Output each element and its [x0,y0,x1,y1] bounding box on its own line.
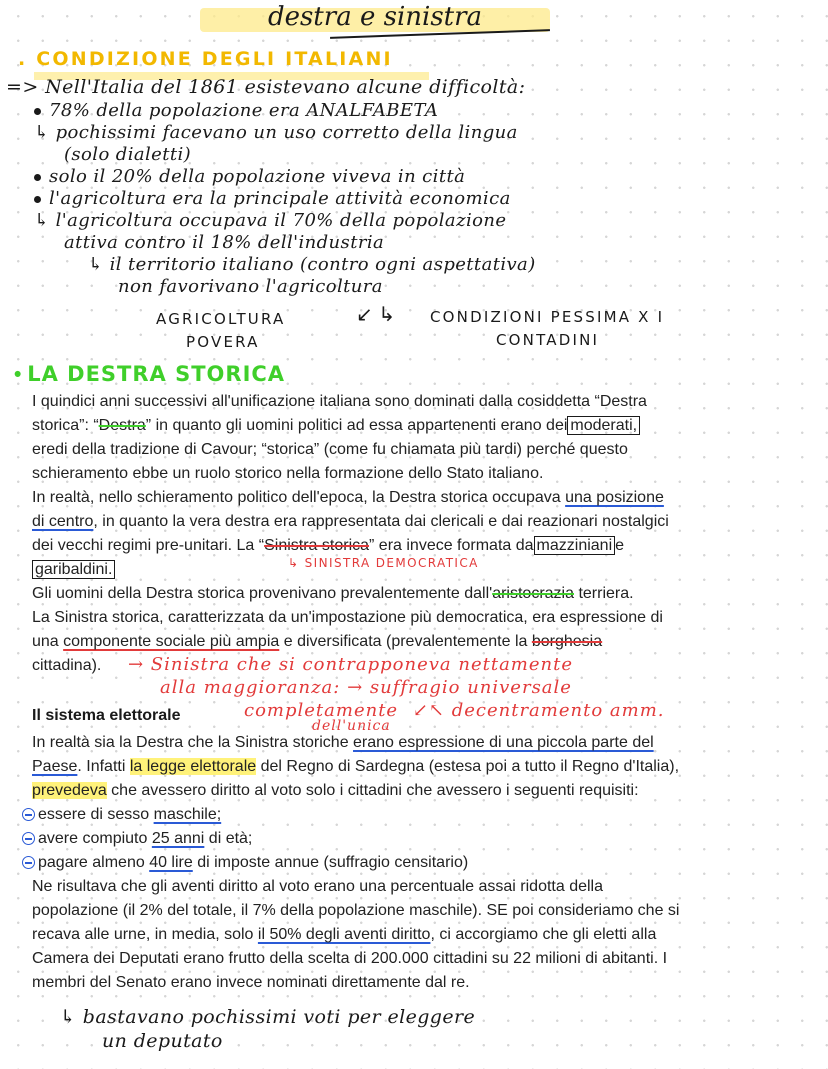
s3-line3: prevedeva che avessero diritto al voto solo i cittadini che avessero i seguenti requisiti: [32,782,639,799]
final-note-line2: un deputato [102,1030,223,1052]
p1-line2: storica”: “Destra” in quanto gli uomini politici ad essa appartenenti erano dei moderati, [32,414,640,438]
bullet-analfabeta: 78% della popolazione era ANALFABETA [34,100,438,121]
p2-line1: In realtà, nello schieramento politico dell'epoca, la Destra storica occupava una posizione [32,489,664,506]
s3-line8: membri del Senato erano invece nominati direttamente dal re. [32,974,470,991]
bullet-analfabeta-sub2: (solo dialetti) [64,144,192,165]
page-title: destra e sinistra [267,2,483,32]
cinquanta-percento-underlined: il 50% degli aventi diritto [257,926,431,943]
bullet-dot [34,196,41,203]
s3-line7: Camera dei Deputati erano frutto della scelta di 200.000 cittadini su 22 milioni di abitanti. I [32,950,668,967]
p3-line2: La Sinistra storica, caratterizzata da un'impostazione più democratica, era espressione di [32,609,663,626]
mazziniani-boxed: mazziniani [534,536,616,555]
p2-line4 [32,558,115,582]
arrows-icon: ↙ ↳ [356,304,396,326]
intro-line: => Nell'Italia del 1861 esistevano alcune difficoltà: [6,76,526,98]
garibaldini-boxed: garibaldini. [32,560,115,579]
paese-underlined: Paese [32,758,78,775]
p1-line4: schieramento ebbe un ruolo storico nella formazione dello Stato italiano. [32,465,544,482]
p2-line2: di centro, in quanto la vera destra era rappresentata dai clericali e dai reazionari nostalgici [32,513,669,530]
s3-line1: In realtà sia la Destra che la Sinistra storiche erano espressione di una piccola parte del [32,734,654,751]
section-heading-sistema: Il sistema elettorale [32,707,181,724]
p1-line3: eredi della tradizione di Cavour; “storica” (come fu chiamata più tardi) perché questo [32,441,628,458]
posizione-underlined: una posizione [565,489,664,506]
sinistra-storica-marked: Sinistra storica [264,537,370,554]
s3-line2: Paese. Infatti la legge elettorale del Regno di Sardegna (estesa poi a tutto il Regno d'Italia), [32,758,680,775]
bullet-agricoltura-sub3: ↳ il territorio italiano (contro ogni aspettativa) [88,254,536,275]
p3-line3: una componente sociale più ampia e diversificata (prevalentemente la borghesia [32,633,603,650]
bullet-citta: solo il 20% della popolazione viveva in città [34,166,465,187]
label-agricoltura: AGRICOLTURA [156,310,286,328]
aristocrazia-marked: aristocrazia [492,585,574,602]
section-heading-condizione: . CONDIZIONE DEGLI ITALIANI [18,48,393,70]
moderati-boxed: moderati, [567,416,640,435]
note-sinistra-democratica: ↳ SINISTRA DEMOCRATICA [288,556,479,570]
borghesia-marked: borghesia [531,633,603,650]
red-note-line2: alla maggioranza: → suffragio universale [160,677,572,698]
bullet-analfabeta-sub1: ↳ pochissimi facevano un uso corretto della lingua [34,122,518,143]
bullet-dot-green: • [14,363,22,386]
s3-line6: recava alle urne, in media, solo il 50% degli aventi diritto, ci accorgiamo che gli eletti alla [32,926,657,943]
p3-line1: Gli uomini della Destra storica provenivano prevalentemente dall'aristocrazia terriera. [32,585,634,602]
minus-circle-icon [22,856,35,869]
s3-line4: Ne risultava che gli aventi diritto al voto erano una percentuale assai ridotta della [32,878,603,895]
s3-line5: popolazione (il 2% del totale, il 7% della popolazione maschile). SE poi consideriamo che si [32,902,680,919]
bullet-dot [34,108,41,115]
section-heading-destra [14,362,285,387]
final-note-line1: ↳ bastavano pochissimi voti per eleggere [60,1006,476,1028]
p3-line4: cittadina). [32,657,102,674]
bullet-agricoltura-sub1: ↳ l'agricoltura occupava il 70% della popolazione [34,210,507,231]
label-condizioni: CONDIZIONI PESSIMA X I [430,308,665,326]
section-heading-destra-text: LA DESTRA STORICA [27,362,286,386]
bullet-agricoltura-sub2: attiva contro il 18% dell'industria [64,232,385,253]
label-contadini: CONTADINI [496,331,600,349]
centro-underlined: di centro [32,513,94,530]
bullet-agricoltura: l'agricoltura era la principale attività economica [34,188,511,209]
bullet-dot [34,174,41,181]
red-note-line3: completamente ↙↖ decentramento amm. [244,700,665,721]
red-note-line4: dell'unica [312,718,391,734]
p1-line1: I quindici anni successivi all'unificazione italiana sono dominati dalla cosiddetta “Destra [32,393,647,410]
label-povera: POVERA [186,333,260,351]
componente-underlined: componente sociale più ampia [63,633,280,650]
minus-circle-icon [22,808,35,821]
requisito-1: essere di sesso maschile; [22,803,221,827]
prevedeva-highlight: prevedeva [32,782,107,799]
requisito-3: pagare almeno 40 lire di imposte annue (suffragio censitario) [22,851,468,875]
requisito-2: avere compiuto 25 anni di età; [22,827,252,851]
legge-elettorale-highlight: la legge elettorale [129,758,257,775]
bullet-agricoltura-sub4: non favorivano l'agricoltura [118,276,383,297]
piccola-parte-underlined: erano espressione di una piccola parte del [353,734,654,751]
p2-line3: dei vecchi regimi pre-unitari. La “Sinistra storica” era invece formata da mazziniani e [32,537,625,554]
red-note-line1: → Sinistra che si contrapponeva nettamente [128,654,574,675]
destra-word: Destra [98,417,146,434]
minus-circle-icon [22,832,35,845]
